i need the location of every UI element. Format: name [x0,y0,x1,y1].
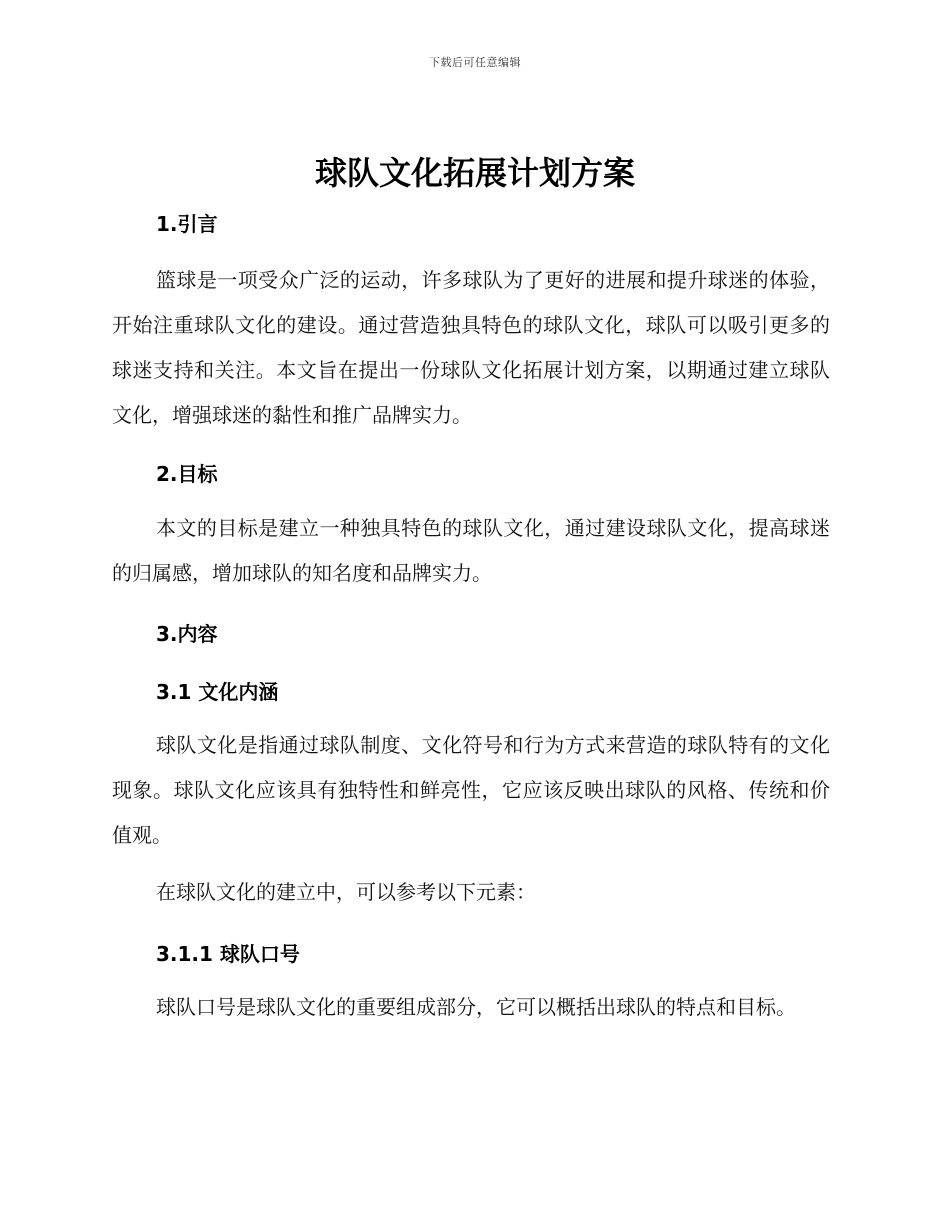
paragraph-goal: 本文的目标是建立一种独具特色的球队文化，通过建设球队文化，提高球迷的归属感，增加球队的知名度和品牌实力。 [112,516,830,585]
subsection-heading-slogan: 3.1.1 球队口号 [156,942,300,966]
paragraph-connotation: 球队文化是指通过球队制度、文化符号和行为方式来营造的球队特有的文化现象。球队文化应该具有独特性和鲜亮性，它应该反映出球队的风格、传统和价值观。 [112,733,830,847]
header-note: 下载后可任意编辑 [429,56,521,69]
section-heading-intro: 1.引言 [156,212,218,236]
section-heading-goal: 2.目标 [156,462,218,486]
section-heading-content: 3.内容 [156,622,218,646]
paragraph-slogan: 球队口号是球队文化的重要组成部分，它可以概括出球队的特点和目标。 [156,995,796,1019]
document-title: 球队文化拓展计划方案 [314,154,635,192]
paragraph-intro: 篮球是一项受众广泛的运动，许多球队为了更好的进展和提升球迷的体验，开始注重球队文化的建设。通过营造独具特色的球队文化，球队可以吸引更多的球迷支持和关注。本文旨在提出一份球队文化拓展计划方案，以期通过建立球队文化，增强球迷的黏性和推广品牌实力。 [112,268,830,427]
paragraph-elements: 在球队文化的建立中，可以参考以下元素： [156,880,536,904]
subsection-heading-connotation: 3.1 文化内涵 [156,680,279,704]
